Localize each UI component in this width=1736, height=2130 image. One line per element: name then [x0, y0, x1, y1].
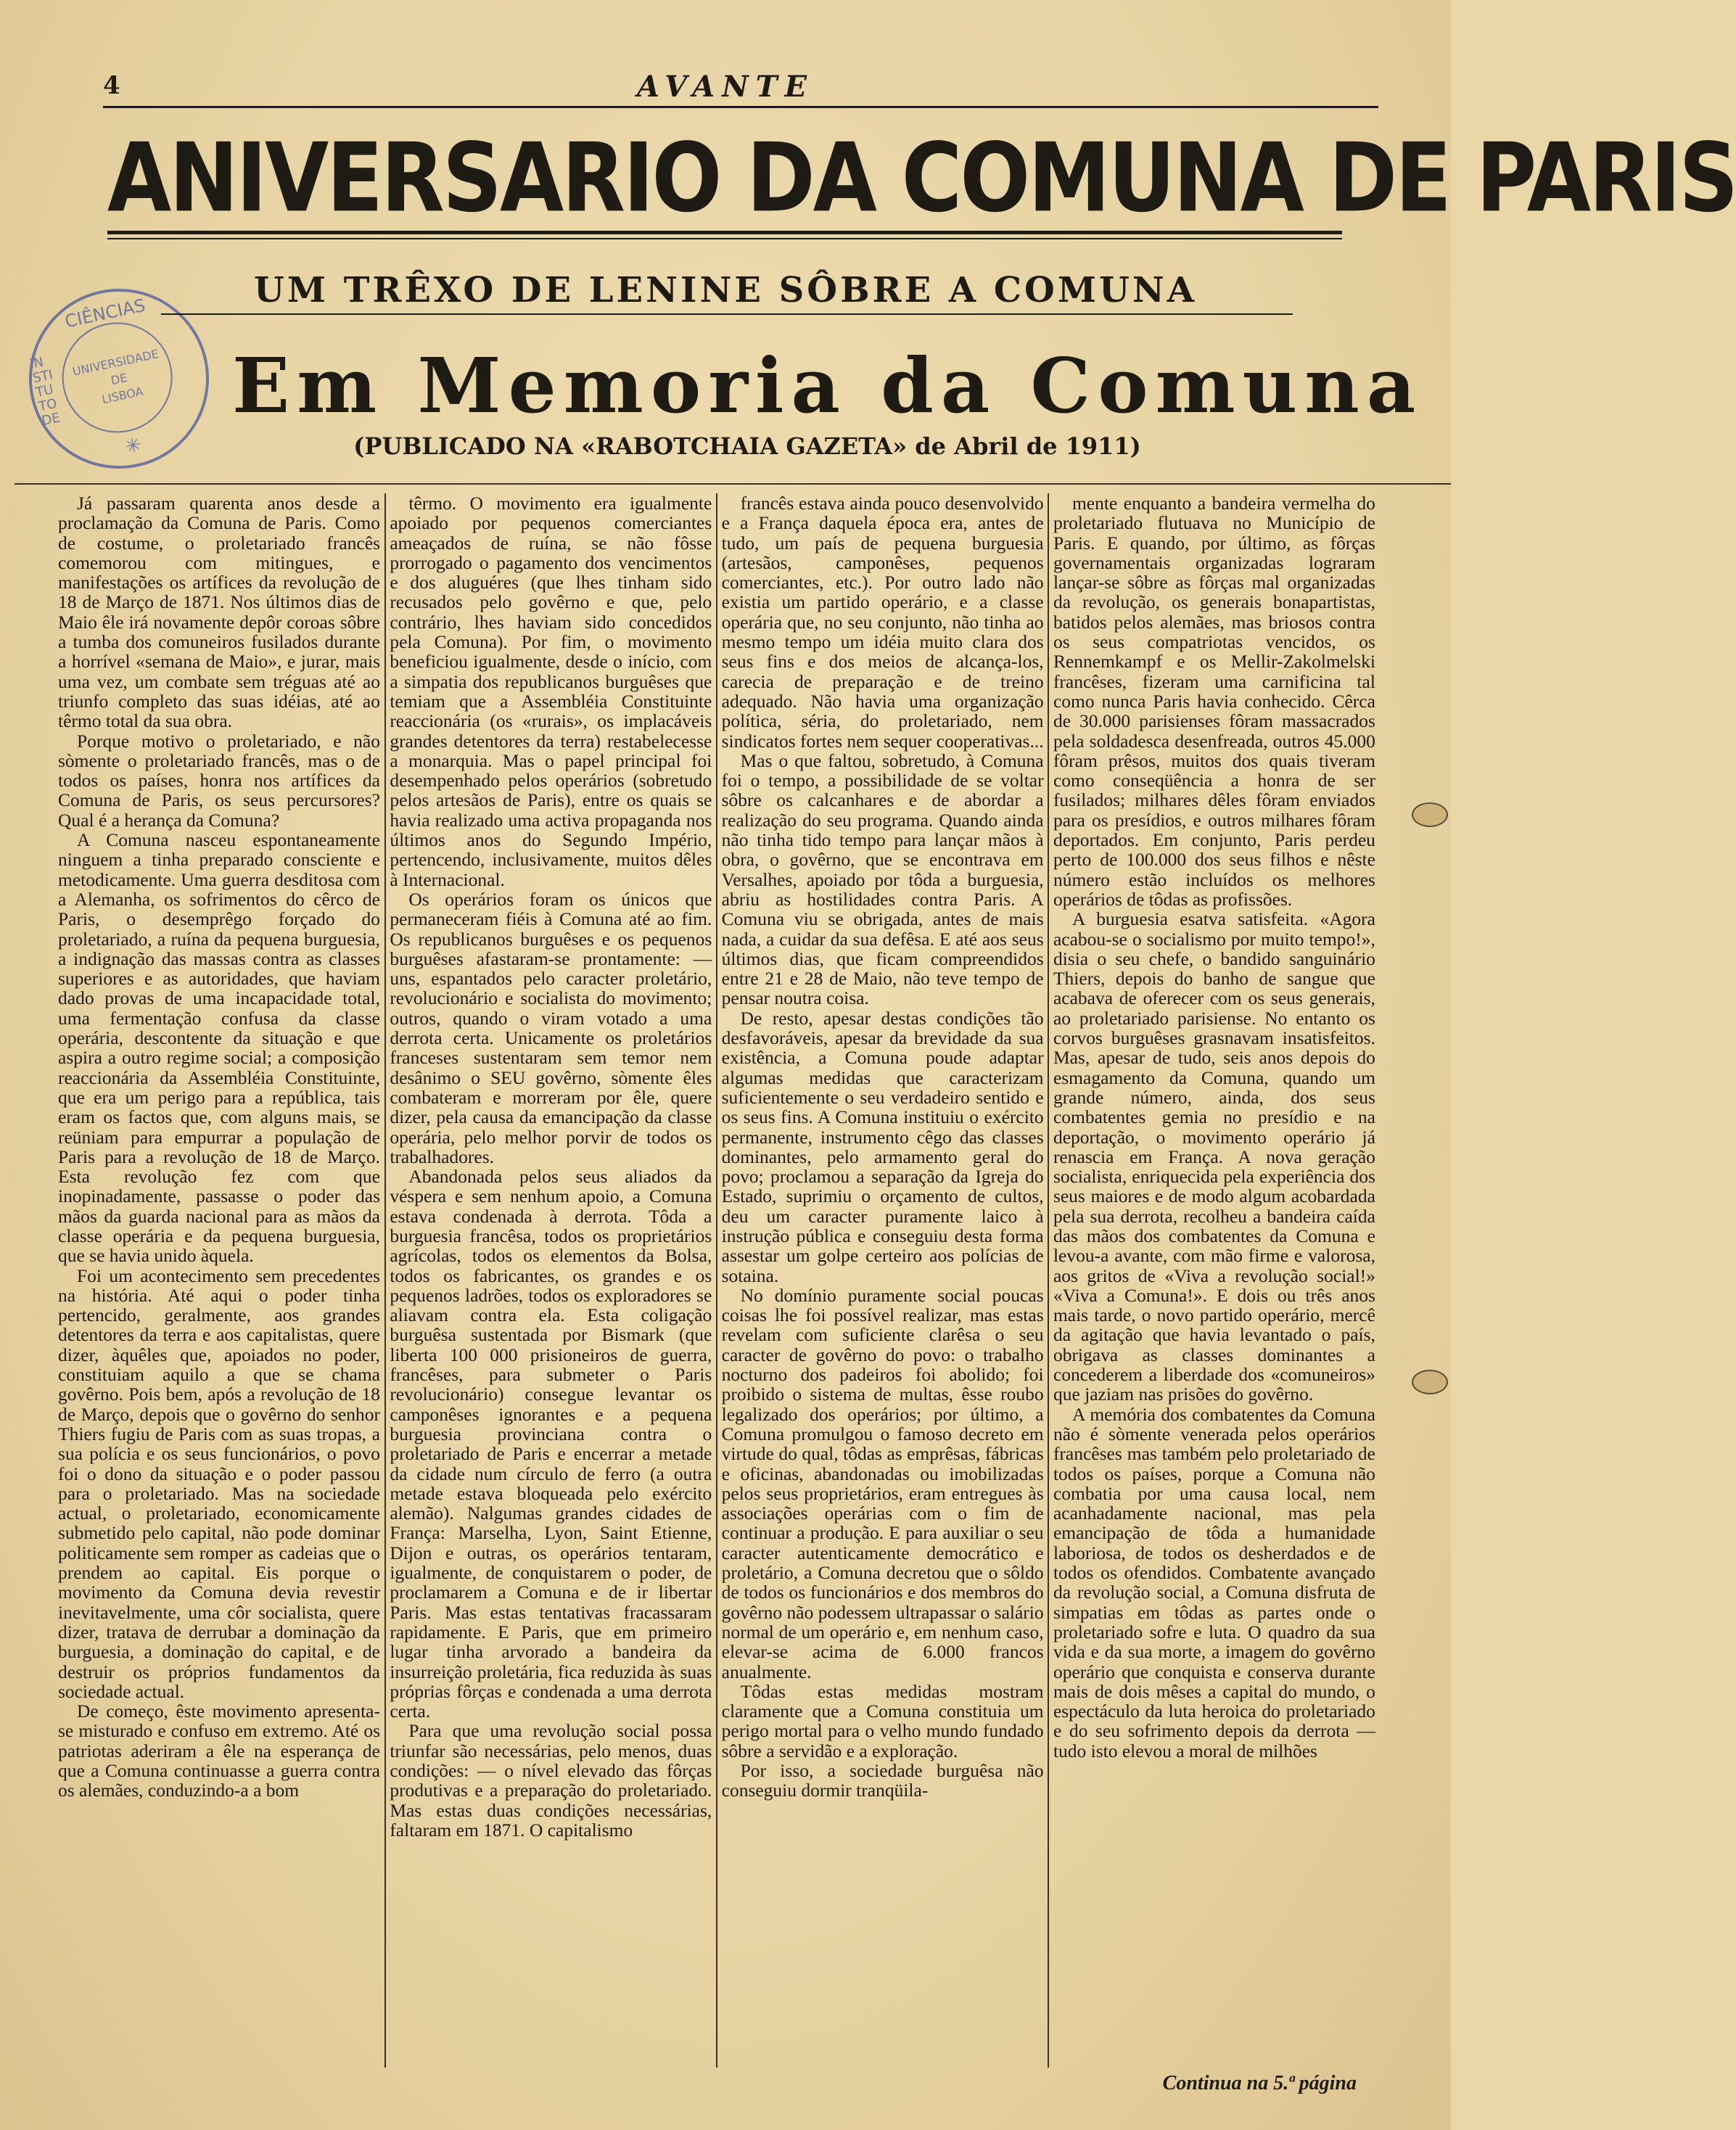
- main-headline: ANIVERSARIO DA COMUNA DE PARIS: [107, 122, 1736, 234]
- headline-rule-thin: [107, 238, 1342, 239]
- punch-hole: [1412, 802, 1448, 827]
- paragraph: Tôdas estas medidas mostram claramente que a Comuna constituia um perigo mortal para o velho mundo fundado sôbre a servidão e a exploração.: [721, 1680, 1044, 1761]
- paragraph: Foi um acontecimento sem precedentes na história. Até aqui o poder tinha pertencido, geralmente, aos grandes detentores da terra e aos capitalistas, quere dizer, àquêles que, apoiados no poder, constituiam aquilo a que se chama govêrno. Pois bem, após a revolução de 18 de Março, depois que o govêrno do senhor Thiers fugiu de Paris com as suas tropas, a sua polícia e os seus funcionários, o povo foi o dono da situação e o poder passou para o proletariado. Mas na sociedade actual, o proletariado, economicamente submetido pelo capital, não pode dominar politicamente sem romper as cadeias que o prendem ao capital. Eis porque o movimento da Comuna devia revestir inevitavelmente, uma côr socialista, quere dizer, tratava de derrubar a dominação da burguesia, a dominação do capital, e de destruir os próprios fundamentos da sociedade actual.: [58, 1265, 380, 1702]
- paragraph: A memória dos combatentes da Comuna não é sòmente venerada pelos operários francêses mas também pelo proletariado de todos os países, porque a Comuna não combatia por uma causa local, nem acanhadamente nacional, mas pela emancipação de tôda a humanidade laboriosa, de todos os desherdados e de todos os ofendidos. Combatente avançado da revolução social, a Comuna disfruta de simpatias em tôdas as partes onde o proletariado sofre e luta. O quadro da sua vida e da sua morte, a imagem do govêrno operário que conquista e conserva durante mais de dois mêses a capital do mundo, o espectáculo da luta heroica do proletariado e do seu sofrimento depois da derrota — tudo isto elevou a moral de milhões: [1053, 1403, 1375, 1761]
- article-title: Em Memoria da Comuna: [232, 341, 1423, 430]
- masthead: AVANTE: [637, 70, 814, 104]
- punch-hole: [1412, 1370, 1448, 1394]
- paragraph: têrmo. O movimento era igualmente apoiado por pequenos comerciantes ameaçados de ruína, se não fôsse prorrogado o pagamento dos vencimentos e dos aluguéres (que lhes tinham sido recusados pelo govêrno e que, pelo contrário, lhes haviam sido concedidos pela Comuna). Por fim, o movimento beneficiou igualmente, desde o início, com a simpatia dos republicanos burguêses que temiam que a Assembléia Constituinte reaccionária (os «rurais», os implacáveis grandes detentores da terra) restabelecesse a monarquia. Mas o papel principal foi desempenhado pelos operários (sobretudo pelos artesãos de Paris), entre os quais se havia realizado uma activa propaganda nos últimos anos do Segundo Império, pertencendo, inclusivamente, muitos dêles à Internacional.: [390, 493, 712, 890]
- page-number: 4: [103, 71, 120, 100]
- stamp-star-icon: ✳: [123, 433, 144, 459]
- column-divider: [384, 493, 386, 2068]
- paragraph: mente enquanto a bandeira vermelha do proletariado flutuava no Município de Paris. E quando, por último, as fôrças governamentais organizadas lograram lançar-se sôbre as fôrças mal organizadas da revolução, os generais bonapartistas, batidos pelos alemães, mas briosos contra os seus compatriotas vencidos, os Rennemkampf e os Mellir-Zakolmelski francêses, fizeram uma carnificina tal como nunca Paris havia conhecido. Cêrca de 30.000 parisienses fôram massacrados pela soldadesca desenfreada, outros 45.000 fôram prêsos, muitos dos quais tiveram como conseqüência a honra de ser fusilados; milhares dêles fôram enviados para os presídios, e outros milhares fôram deportados. Em conjunto, Paris perdeu perto de 100.000 dos seus filhos e nêste número estão incluídos os melhores operários de tôdas as profissões.: [1053, 493, 1375, 910]
- subheadline-rule: [161, 313, 1293, 315]
- paragraph: Os operários foram os únicos que permaneceram fiéis à Comuna até ao fim. Os republicanos burguêses e os pequenos burguêses afastaram-se prontamente: — uns, espantados pelo caracter proletário, revolucionário e socialista do movimento; outros, quando o viram votado a uma derrota certa. Unicamente os proletários franceses sustentaram sem temor nem desânimo o SEU govêrno, sòmente êles combateram e morreram por êle, quere dizer, pela causa da emancipação da classe operária, pelo melhor porvir de todos os trabalhadores.: [390, 888, 712, 1167]
- publication-note: (PUBLICADO NA «RABOTCHAIA GAZETA» de Abril de 1911): [353, 432, 1141, 460]
- column-divider: [716, 493, 717, 2068]
- article-columns: [58, 493, 1375, 2068]
- paragraph: Por isso, a sociedade burguêsa não conseguiu dormir tranqüila-: [721, 1760, 1044, 1801]
- article-column-3: [722, 493, 1044, 2068]
- article-column-4: [1053, 493, 1375, 2068]
- continuation-note: Continua na 5.ª página: [1162, 2072, 1357, 2094]
- stamp-left-text: INSTITUTO DE: [28, 354, 62, 429]
- paragraph: No domínio puramente social poucas coisas lhe foi possível realizar, mas estas revelam com suficiente clarêsa o seu caracter de govêrno do povo: o trabalho nocturno dos padeiros foi abolido; foi proibido o sistema de multas, êsse roubo legalizado dos operários; por último, a Comuna promulgou o famoso decreto em virtude do qual, tôdas as emprêsas, fábricas e oficinas, abandonadas ou imobilizadas pelos seus proprietários, eram entregues às associações operárias com o fim de continuar a produção. E para auxiliar o seu caracter autenticamente democrático e proletário, a Comuna decretou que o sôldo de todos os funcionários e dos membros do govêrno não podessem ultrapassar o salário normal de um operário e, em nenhum caso, elevar-se acima de 6.000 francos anualmente.: [721, 1284, 1044, 1682]
- paragraph: De começo, êste movimento apresenta-se misturado e confuso em extremo. Até os patriotas aderiram a êle na esperança de que a Comuna continuasse a guerra contra os alemães, conduzindo-a a bom: [58, 1701, 380, 1801]
- paragraph: Para que uma revolução social possa triunfar são necessárias, pelo menos, duas condições: — o nível elevado das fôrças produtivas e a preparação do proletariado. Mas estas duas condições necessárias, faltaram em 1871. O capitalismo: [390, 1720, 712, 1841]
- article-column-2: [390, 493, 712, 2068]
- stamp-arc-text: CIÊNCIAS: [62, 295, 147, 332]
- column-divider: [1048, 493, 1049, 2068]
- subheadline: UM TRÊXO DE LENINE SÔBRE A COMUNA: [254, 270, 1197, 311]
- headline-rule-thick: [107, 231, 1342, 234]
- columns-top-rule: [15, 483, 1451, 485]
- paragraph: A Comuna nasceu espontaneamente ninguem a tinha preparado consciente e metodicamente. Uma guerra desditosa com a Alemanha, os sofrimentos do cêrco de Paris, o desemprêgo forçado do proletariado, a ruína da pequena burguesia, a indignação das massas contra as classes superiores e as autoridades, que haviam dado provas de uma incapacidade total, uma fermentação confusa da classe operária, descontente da situação e que aspira a outro regime social; a composição reaccionária da Assembléia Constituinte, que era um perigo para a república, tais eram os factos que, com alguns mais, se reüniam para empurrar a população de Paris para a revolução de 18 de Março. Esta revolução fez com que inopinadamente, passasse o poder das mãos da guarda nacional para as mãos da classe operária e da pequena burguesia, que se havia unido àquela.: [58, 829, 380, 1267]
- paragraph: Porque motivo o proletariado, e não sòmente o proletariado francês, mas o de todos os países, honra nos artífices da Comuna de Paris, os seus percursores? Qual é a herança da Comuna?: [58, 730, 380, 831]
- article-column-1: [58, 493, 380, 2068]
- paragraph: A burguesia esatva satisfeita. «Agora acabou-se o socialismo por muito tempo!», disia o seu chefe, o bandido sanguinário Thiers, depois do banho de sangue que acabava de oferecer com os seus generais, ao proletariado parisiense. No entanto os corvos burguêses grasnavam insatisfeitos. Mas, apesar de tudo, seis anos depois do esmagamento da Comuna, quando um grande número, ainda, dos seus combatentes gemia no presídio e na deportação, o movimento operário já renascia em França. A nova geração socialista, enriquecida pela experiência dos seus maiores e de modo algum acobardada pela sua derrota, recolheu a bandeira caída das mãos dos combatentes da Comuna e levou-a avante, com mão firme e valorosa, aos gritos de «Viva a revolução social!» «Viva a Comuna!». E dois ou três anos mais tarde, o novo partido operário, mercê da agitação que havia levantado o país, obrigava as classes dominantes a concederem a liberdade dos «comuneiros» que jaziam nas prisões do govêrno.: [1053, 908, 1375, 1405]
- stamp-center-text: UNIVERSIDADE DE LISBOA: [71, 347, 160, 407]
- paragraph: francês estava ainda pouco desenvolvido e a França daquela época era, antes de tudo, um país de pequena burguesia (artesãos, camponêses, pequenos comerciantes, etc.). Por outro lado não existia um partido operário, e a classe operária que, no seu conjunto, não tinha ao mesmo tempo um idéia muito clara dos seus fins e dos meios de alcança-los, carecia de preparação e de treino adequado. Não havia uma organização política, séria, do proletariado, nem sindicatos fortes nem sequer cooperativas...: [721, 493, 1044, 752]
- paragraph: Mas o que faltou, sobretudo, à Comuna foi o tempo, a possibilidade de se voltar sôbre os calcanhares e de abordar a realização do seu programa. Quando ainda não tinha tido tempo para lançar mãos à obra, o govêrno, que se encontrava em Versalhes, apoiado por tôda a burguesia, abriu as hostilidades contra Paris. A Comuna viu se obrigada, antes de mais nada, a cuidar da sua defêsa. E até aos seus últimos dias, que ficam compreendidos entre 21 e 28 de Maio, não teve tempo de pensar noutra coisa.: [721, 749, 1044, 1009]
- paragraph: De resto, apesar destas condições tão desfavoráveis, apesar da brevidade da sua existência, a Comuna poude adaptar algumas medidas que caracterizam suficientemente o seu verdadeiro sentido e os seus fins. A Comuna instituiu o exército permanente, instrumento cêgo das classes dominantes, pelo armamento geral do povo; proclamou a separação da Igreja do Estado, suprimiu o orçamento de cultos, deu um caracter puramente laico à instrução pública e conseguiu desta forma assestar um golpe certeiro aos polícias de sotaina.: [721, 1007, 1044, 1286]
- paragraph: Já passaram quarenta anos desde a proclamação da Comuna de Paris. Como de costume, o proletariado francês comemorou com mitingues, e manifestações os artífices da revolução de 18 de Março de 1871. Nos últimos dias de Maio êle irá novamente depôr coroas sôbre a tumba dos comuneiros fusilados durante a horrível «semana de Maio», e jurar, mais uma vez, um combate sem tréguas até ao triunfo completo das suas idéias, até ao têrmo total da sua obra.: [58, 493, 380, 732]
- paragraph: Abandonada pelos seus aliados da véspera e sem nenhum apoio, a Comuna estava condenada à derrota. Tôda a burguesia francêsa, todos os proprietários agrícolas, todos os elementos da Bolsa, todos os fabricantes, os grandes e os pequenos ladrões, todos os exploradores se aliavam contra ela. Esta coligação burguêsa sustentada por Bismark (que liberta 100 000 prisioneiros de guerra, francêses, para submeter o Paris revolucionário) consegue levantar os camponêses ignorantes e a pequena burguesia provinciana contra o proletariado de Paris e encerrar a metade da cidade num círculo de ferro (a outra metade estava bloqueada pelo exército alemão). Nalgumas grandes cidades de França: Marselha, Lyon, Saint Etienne, Dijon e outras, os operários tentaram, igualmente, de conquistarem o poder, de proclamarem a Comuna e de ir libertar Paris. Mas estas tentativas fracassaram rapidamente. E Paris, que em primeiro lugar tinha arvorado a bandeira da insurreição proletária, fica reduzida às suas próprias fôrças e condenada a uma derrota certa.: [390, 1166, 712, 1722]
- header-rule: [103, 106, 1378, 108]
